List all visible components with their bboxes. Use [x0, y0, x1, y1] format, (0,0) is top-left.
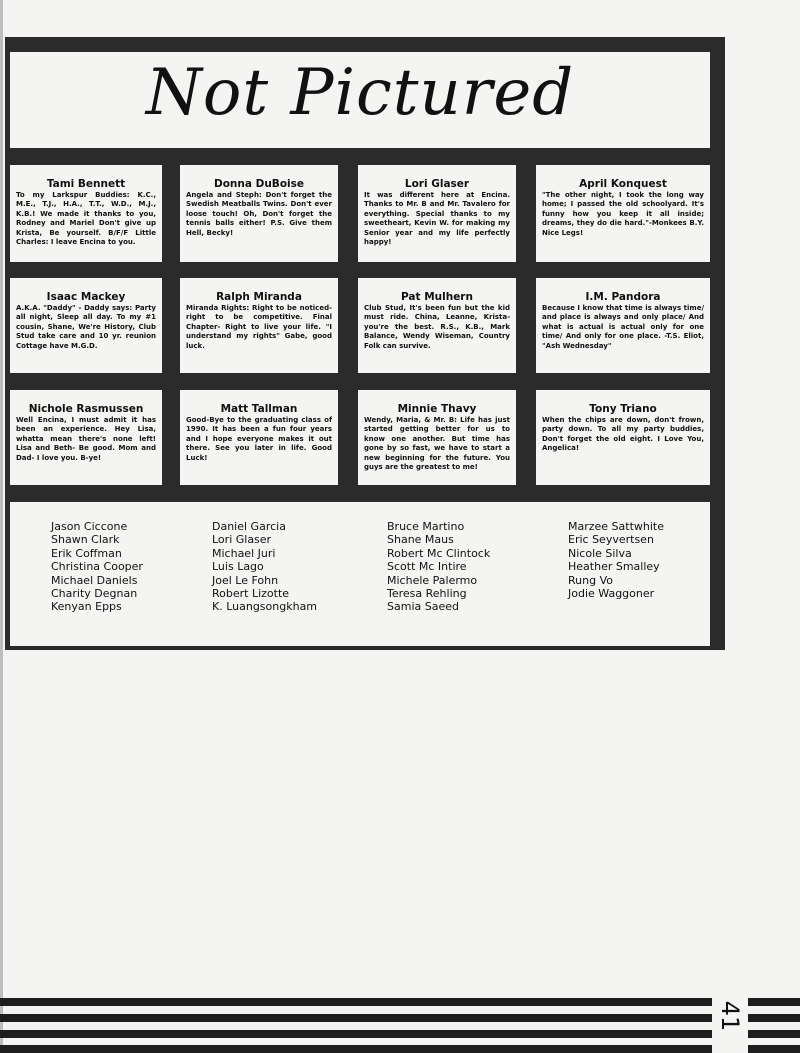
entry-message: Good-Bye to the graduating class of 1990. It has been a fun four years and I hope everyone makes it out there. See you later in life. Good Luck!	[186, 416, 332, 462]
list-item: Scott Mc Intire	[387, 560, 467, 574]
list-item: Robert Lizotte	[212, 587, 290, 601]
entry-card	[180, 390, 338, 485]
entry-name: I.M. Pandora	[585, 291, 661, 303]
entry-name: Matt Tallman	[220, 403, 298, 415]
list-item: Christina Cooper	[51, 560, 143, 574]
list-item: Erik Coffman	[51, 546, 122, 560]
list-item: Robert Mc Clintock	[387, 546, 491, 560]
page-number: 41	[716, 1000, 744, 1032]
list-item: Michael Daniels	[51, 573, 138, 587]
entry-message: When the chips are down, don't frown, party down. To all my party buddies, Don't forget the old eight. I Love You, Angelica!	[542, 416, 704, 453]
entry-card	[358, 390, 516, 485]
entry-name: Isaac Mackey	[46, 291, 126, 303]
list-item: Charity Degnan	[51, 587, 138, 601]
list-item: K. Luangsongkham	[212, 600, 318, 614]
list-item: Shane Maus	[387, 533, 454, 547]
entry-message: Club Stud, It's been fun but the kid must ride. China, Leanne, Krista-you're the best. R.S., K.B., Mark Balance, Wendy Wiseman, Country Folk can survive.	[364, 304, 510, 350]
list-item: Luis Lago	[212, 560, 264, 574]
list-item: Rung Vo	[568, 573, 613, 587]
entry-name: April Konquest	[579, 178, 667, 190]
footer-stripe	[0, 1014, 800, 1022]
not-pictured-names-panel	[10, 502, 710, 646]
names-column	[212, 520, 317, 614]
entry-card	[180, 165, 338, 262]
entry-message: Miranda Rights: Right to be noticed-right to be competitive. Final Chapter- Right to live your life. "I understand my rights" Gabe, good luck.	[186, 304, 332, 350]
list-item: Samia Saeed	[387, 600, 459, 614]
names-column	[51, 520, 143, 614]
entry-name: Nichole Rasmussen	[28, 403, 144, 415]
list-item: Michele Palermo	[387, 573, 478, 587]
entry-name: Lori Glaser	[404, 178, 470, 190]
list-item: Nicole Silva	[568, 546, 632, 560]
entry-card	[180, 278, 338, 373]
list-item: Bruce Martino	[387, 520, 465, 533]
entry-card	[358, 278, 516, 373]
entry-message: Angela and Steph: Don't forget the Swedish Meatballs Twins. Don't ever loose touch! Oh, Don't forget the tennis balls either! P.S. Give them Hell, Becky!	[186, 191, 332, 237]
entry-card	[536, 165, 710, 262]
names-column	[387, 520, 490, 614]
footer-stripe	[0, 998, 800, 1006]
entry-card	[10, 390, 162, 485]
list-item: Shawn Clark	[51, 533, 120, 547]
list-item: Daniel Garcia	[212, 520, 286, 533]
page-binding-edge	[0, 0, 3, 1053]
list-item: Jodie Waggoner	[568, 587, 655, 601]
entry-message: It was different here at Encina. Thanks to Mr. B and Mr. Tavalero for everything. Special thanks to my sweetheart, Kevin W. for making my Senior year and my life perfectly happy!	[364, 191, 510, 247]
entry-message: "The other night, I took the long way home; I passed the old schoolyard. It's funny how you keep it all inside; dreams, they do die hard."-Monkees B.Y. Nice Legs!	[542, 191, 704, 237]
entry-name: Pat Mulhern	[401, 291, 473, 303]
entry-message: A.K.A. "Daddy" - Daddy says: Party all night, Sleep all day. To my #1 cousin, Shane, We're History, Club Stud take care and 10 yr. reunion Cottage have M.G.D.	[16, 304, 156, 350]
list-item: Eric Seyvertsen	[568, 533, 654, 547]
entry-message: To my Larkspur Buddies: K.C., M.E., T.J., H.A., T.T., W.D., M.J., K.B.! We made it thanks to you, Rodney and Mariel Don't give up Krista, Be yourself. B/F/F Little Charles: I leave Encina to you.	[16, 191, 156, 247]
entry-card	[536, 390, 710, 485]
entry-name: Tami Bennett	[46, 178, 126, 190]
entry-name: Tony Triano	[589, 403, 657, 415]
list-item: Marzee Sattwhite	[568, 520, 665, 533]
entry-message: Because I know that time is always time/ and place is always and only place/ And what is actual is actual only for one time/ And only for one place. -T.S. Eliot, "Ash Wednesday"	[542, 304, 704, 350]
entry-card	[10, 165, 162, 262]
list-item: Heather Smalley	[568, 560, 660, 574]
list-item: Lori Glaser	[212, 533, 272, 547]
list-item: Teresa Rehling	[387, 587, 467, 601]
list-item: Jason Ciccone	[51, 520, 128, 533]
entry-card	[358, 165, 516, 262]
title-panel	[10, 52, 710, 148]
list-item: Kenyan Epps	[51, 600, 122, 614]
entry-card	[536, 278, 710, 373]
list-item: Joel Le Fohn	[212, 573, 279, 587]
entry-name: Donna DuBoise	[214, 178, 304, 190]
names-column	[568, 520, 664, 600]
entry-name: Minnie Thavy	[397, 403, 477, 415]
footer-stripe	[0, 1045, 800, 1053]
list-item: Michael Juri	[212, 546, 276, 560]
entry-message: Well Encina, I must admit it has been an experience. Hey Lisa, whatta mean there's none left! Lisa and Beth- Be good. Mom and Dad- I love you. B-ye!	[16, 416, 156, 462]
entry-name: Ralph Miranda	[216, 291, 302, 303]
page-title: Not Pictured	[145, 56, 575, 130]
entry-message: Wendy, Maria, & Mr. B: Life has just started getting better for us to know one another. But time has gone by so fast, we have to start a new beginning for the future. You guys are the greatest to me!	[364, 416, 510, 472]
footer-stripe	[0, 1030, 800, 1038]
entry-card	[10, 278, 162, 373]
